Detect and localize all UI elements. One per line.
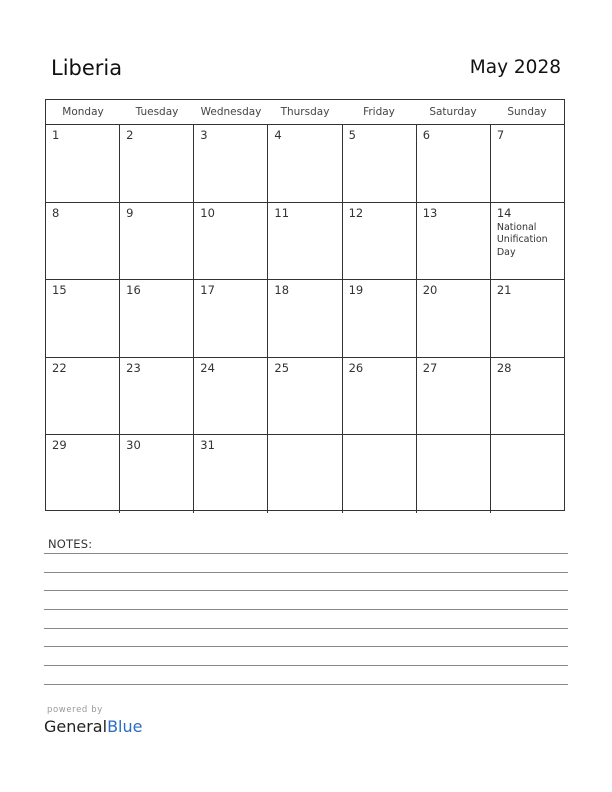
day-cell[interactable] xyxy=(417,125,491,202)
note-line xyxy=(44,684,568,685)
day-number: 6 xyxy=(422,128,431,142)
day-cell[interactable] xyxy=(46,280,120,357)
day-cell[interactable] xyxy=(120,203,194,280)
weekday-saturday: Saturday xyxy=(429,106,477,118)
day-number: 20 xyxy=(422,283,438,298)
day-cell[interactable] xyxy=(268,280,342,357)
day-cell[interactable] xyxy=(120,435,194,513)
day-cell[interactable] xyxy=(46,125,120,202)
day-number: 5 xyxy=(348,128,356,142)
day-number: 12 xyxy=(348,205,364,220)
week-row xyxy=(46,280,564,358)
powered-by-text: powered by xyxy=(47,705,103,715)
day-number: 22 xyxy=(52,360,67,375)
day-cell[interactable] xyxy=(491,125,564,202)
weekday-thursday: Thursday xyxy=(280,106,330,118)
day-number: 26 xyxy=(348,360,364,375)
day-number: 2 xyxy=(126,128,134,142)
note-line xyxy=(44,572,568,573)
week-row xyxy=(46,358,564,436)
day-cell[interactable] xyxy=(491,203,564,280)
week-row xyxy=(46,125,564,203)
day-number: 17 xyxy=(200,283,215,298)
day-cell[interactable] xyxy=(343,203,417,280)
generalblue-logo[interactable] xyxy=(44,717,142,736)
note-line xyxy=(44,553,568,554)
day-number: 30 xyxy=(126,438,141,453)
day-cell[interactable] xyxy=(46,435,120,513)
day-cell[interactable] xyxy=(120,125,194,202)
day-cell[interactable] xyxy=(268,358,342,435)
day-cell[interactable] xyxy=(343,280,417,357)
day-cell[interactable] xyxy=(194,358,268,435)
day-cell[interactable] xyxy=(491,280,564,357)
weekday-header-row xyxy=(46,100,564,125)
day-cell[interactable] xyxy=(491,358,564,435)
weekday-tuesday: Tuesday xyxy=(135,106,179,118)
day-number: 27 xyxy=(422,360,438,375)
day-number: 16 xyxy=(126,283,141,298)
day-number: 10 xyxy=(200,205,215,220)
day-number: 3 xyxy=(200,128,208,142)
day-cell[interactable] xyxy=(46,203,120,280)
day-cell[interactable] xyxy=(194,125,268,202)
day-number: 4 xyxy=(274,128,282,142)
day-number: 8 xyxy=(52,205,60,220)
holiday-event: National Unification Day xyxy=(496,221,548,258)
day-cell[interactable] xyxy=(194,203,268,280)
day-cell[interactable] xyxy=(268,125,342,202)
weekday-monday: Monday xyxy=(62,106,104,118)
day-number: 11 xyxy=(274,205,290,220)
note-line xyxy=(44,628,568,629)
day-number: 18 xyxy=(274,283,290,298)
week-row xyxy=(46,435,564,513)
day-number: 7 xyxy=(496,128,505,142)
day-cell[interactable] xyxy=(194,280,268,357)
day-cell[interactable] xyxy=(268,203,342,280)
day-cell[interactable] xyxy=(120,280,194,357)
day-number: 19 xyxy=(348,283,364,298)
day-number: 9 xyxy=(126,205,134,220)
day-number: 25 xyxy=(274,360,290,375)
day-cell[interactable] xyxy=(343,435,417,513)
day-number: 29 xyxy=(52,438,67,453)
day-number: 14 xyxy=(496,205,512,220)
note-line xyxy=(44,665,568,666)
calendar-grid xyxy=(45,99,565,511)
day-cell[interactable] xyxy=(268,435,342,513)
weekday-friday: Friday xyxy=(363,106,395,118)
day-number: 28 xyxy=(496,360,512,375)
notes-label: NOTES: xyxy=(48,537,93,551)
day-number: 13 xyxy=(422,205,438,220)
day-cell[interactable] xyxy=(417,358,491,435)
day-number: 21 xyxy=(496,283,512,298)
note-line xyxy=(44,609,568,610)
day-cell[interactable] xyxy=(491,435,564,513)
note-line xyxy=(44,646,568,647)
weekday-wednesday: Wednesday xyxy=(200,106,262,118)
day-cell[interactable] xyxy=(343,358,417,435)
month-year-title: May 2028 xyxy=(469,57,561,78)
weekday-sunday: Sunday xyxy=(507,106,547,118)
day-number: 1 xyxy=(52,128,60,142)
day-number: 23 xyxy=(126,360,141,375)
day-cell[interactable] xyxy=(194,435,268,513)
week-row xyxy=(46,203,564,281)
country-title: Liberia xyxy=(51,56,123,80)
day-number: 24 xyxy=(200,360,215,375)
day-cell[interactable] xyxy=(343,125,417,202)
note-line xyxy=(44,590,568,591)
day-cell[interactable] xyxy=(417,435,491,513)
day-cell[interactable] xyxy=(417,280,491,357)
brand-blue: Blue xyxy=(107,717,143,736)
day-cell[interactable] xyxy=(120,358,194,435)
day-cell[interactable] xyxy=(46,358,120,435)
day-cell[interactable] xyxy=(417,203,491,280)
day-number: 31 xyxy=(200,438,215,453)
brand-general: General xyxy=(44,717,108,736)
day-number: 15 xyxy=(52,283,67,298)
